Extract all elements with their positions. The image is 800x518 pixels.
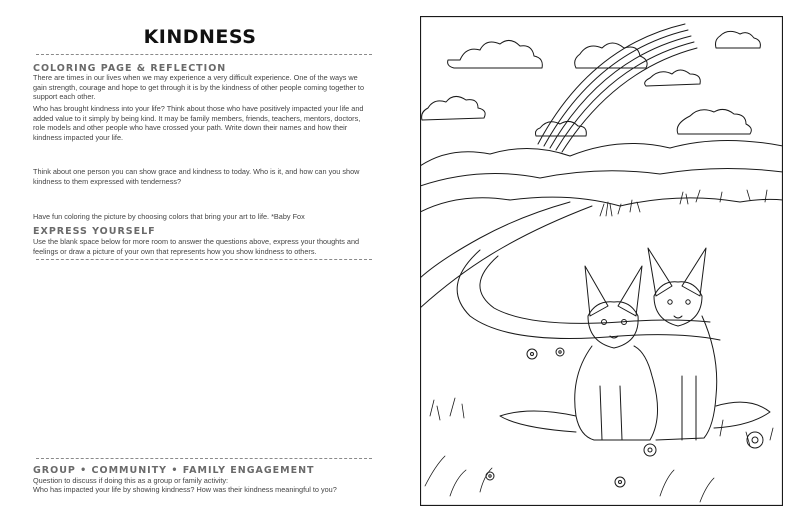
reflection-question-2: Think about one person you can show grace and kindness to today. Who is it, and how can you show kindness to them expressed with tenderness?: [33, 167, 360, 186]
rainbow-icon: [538, 24, 697, 152]
river-icon: [420, 202, 720, 340]
group-question: Who has impacted your life by showing kindness? How was their kindness meaningful to you?: [33, 485, 337, 494]
coloring-instruction: Have fun coloring the picture by choosing colors that bring your art to life. *Baby Fox: [33, 212, 305, 221]
bottom-divider: [36, 458, 372, 459]
express-paragraph: Use the blank space below for more room to answer the questions above, express your thoughts and feelings or draw a picture of your own that represents how you show kindness to others.: [33, 237, 360, 256]
page-title: KINDNESS: [143, 26, 257, 48]
coloring-illustration: [420, 16, 783, 506]
top-divider: [36, 54, 372, 55]
group-question-intro: Question to discuss if doing this as a group or family activity:: [33, 476, 229, 485]
fox-icon: [648, 248, 770, 440]
left-page: [0, 0, 390, 518]
middle-divider: [36, 259, 372, 260]
coloring-heading: COLORING PAGE & REFLECTION: [33, 63, 227, 74]
intro-paragraph: There are times in our lives when we may experience a very difficult experience. One of the ways we gain strength, courage and hope to get through it is by the kindness of other people coming together to support each other.: [33, 73, 365, 102]
flower-icon: [486, 348, 763, 487]
reflection-question-1: Who has brought kindness into your life? Think about those who have positively impacted your life and added value to it simply by being kind. It may be family members, friends, teachers, mentors, doctors, role models and other people who have crossed your path. Write down their names and how their kindness impacted your life.: [33, 104, 364, 142]
group-heading: GROUP • COMMUNITY • FAMILY ENGAGEMENT: [33, 465, 315, 476]
express-heading: EXPRESS YOURSELF: [33, 226, 156, 237]
fox-icon: [500, 266, 658, 440]
